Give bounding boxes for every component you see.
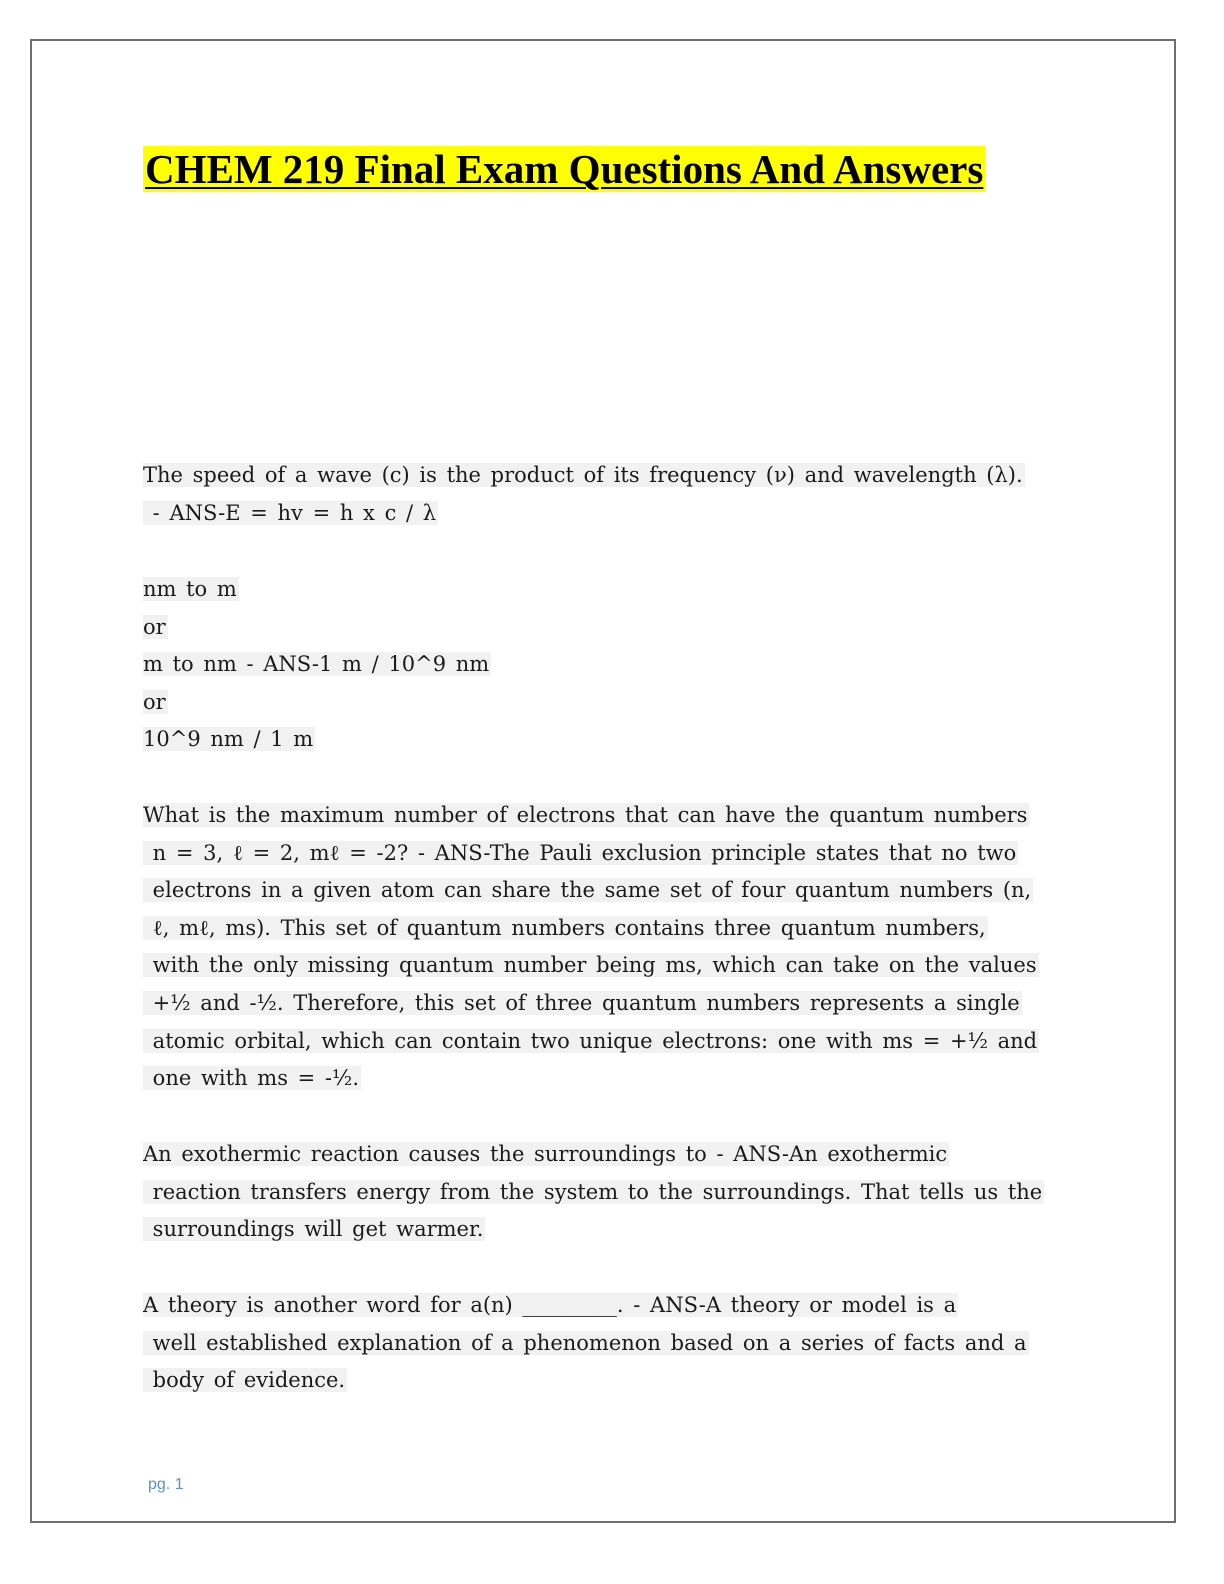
qa-item-exothermic xyxy=(143,1136,1044,1249)
text-line: reaction transfers energy from the system to the surroundings. That tells us the xyxy=(143,1179,1043,1204)
text-line: ℓ, mℓ, ms). This set of quantum numbers contains three quantum numbers, xyxy=(143,915,986,940)
text-line: well established explanation of a phenomenon based on a series of facts and a xyxy=(143,1330,1027,1355)
page-number: pg. 1 xyxy=(148,1476,184,1493)
text-line: - ANS-E = hv = h x c / λ xyxy=(143,500,437,525)
text-line: nm to m xyxy=(143,577,237,601)
text-line: The speed of a wave (c) is the product of its frequency (ν) and wavelength (λ). xyxy=(143,463,1023,487)
text-line: atomic orbital, which can contain two unique electrons: one with ms = +½ and xyxy=(143,1028,1038,1053)
text-line: one with ms = -½. xyxy=(143,1066,360,1091)
text-line: body of evidence. xyxy=(143,1368,346,1393)
text-line: A theory is another word for a(n) _________. - ANS-A theory or model is a xyxy=(143,1293,957,1317)
text-line: What is the maximum number of electrons that can have the quantum numbers xyxy=(143,803,1028,827)
text-line: electrons in a given atom can share the same set of four quantum numbers (n, xyxy=(143,878,1032,903)
text-line: or xyxy=(143,614,166,639)
text-line: An exothermic reaction causes the surroundings to - ANS-An exothermic xyxy=(143,1142,948,1166)
text-line: surroundings will get warmer. xyxy=(143,1217,484,1242)
text-line: m to nm - ANS-1 m / 10^9 nm xyxy=(143,652,490,677)
text-line: +½ and -½. Therefore, this set of three quantum numbers represents a single xyxy=(143,990,1020,1015)
qa-item-quantum-numbers xyxy=(143,797,1039,1098)
text-line: n = 3, ℓ = 2, mℓ = -2? - ANS-The Pauli exclusion principle states that no two xyxy=(143,840,1017,865)
document-title: CHEM 219 Final Exam Questions And Answers xyxy=(145,146,984,192)
qa-item-wave-speed xyxy=(143,457,1025,532)
qa-item-unit-conversion xyxy=(143,571,491,759)
text-line: with the only missing quantum number being ms, which can take on the values xyxy=(143,953,1037,978)
qa-item-theory xyxy=(143,1287,1029,1400)
text-line: 10^9 nm / 1 m xyxy=(143,727,314,752)
text-line: or xyxy=(143,689,166,714)
